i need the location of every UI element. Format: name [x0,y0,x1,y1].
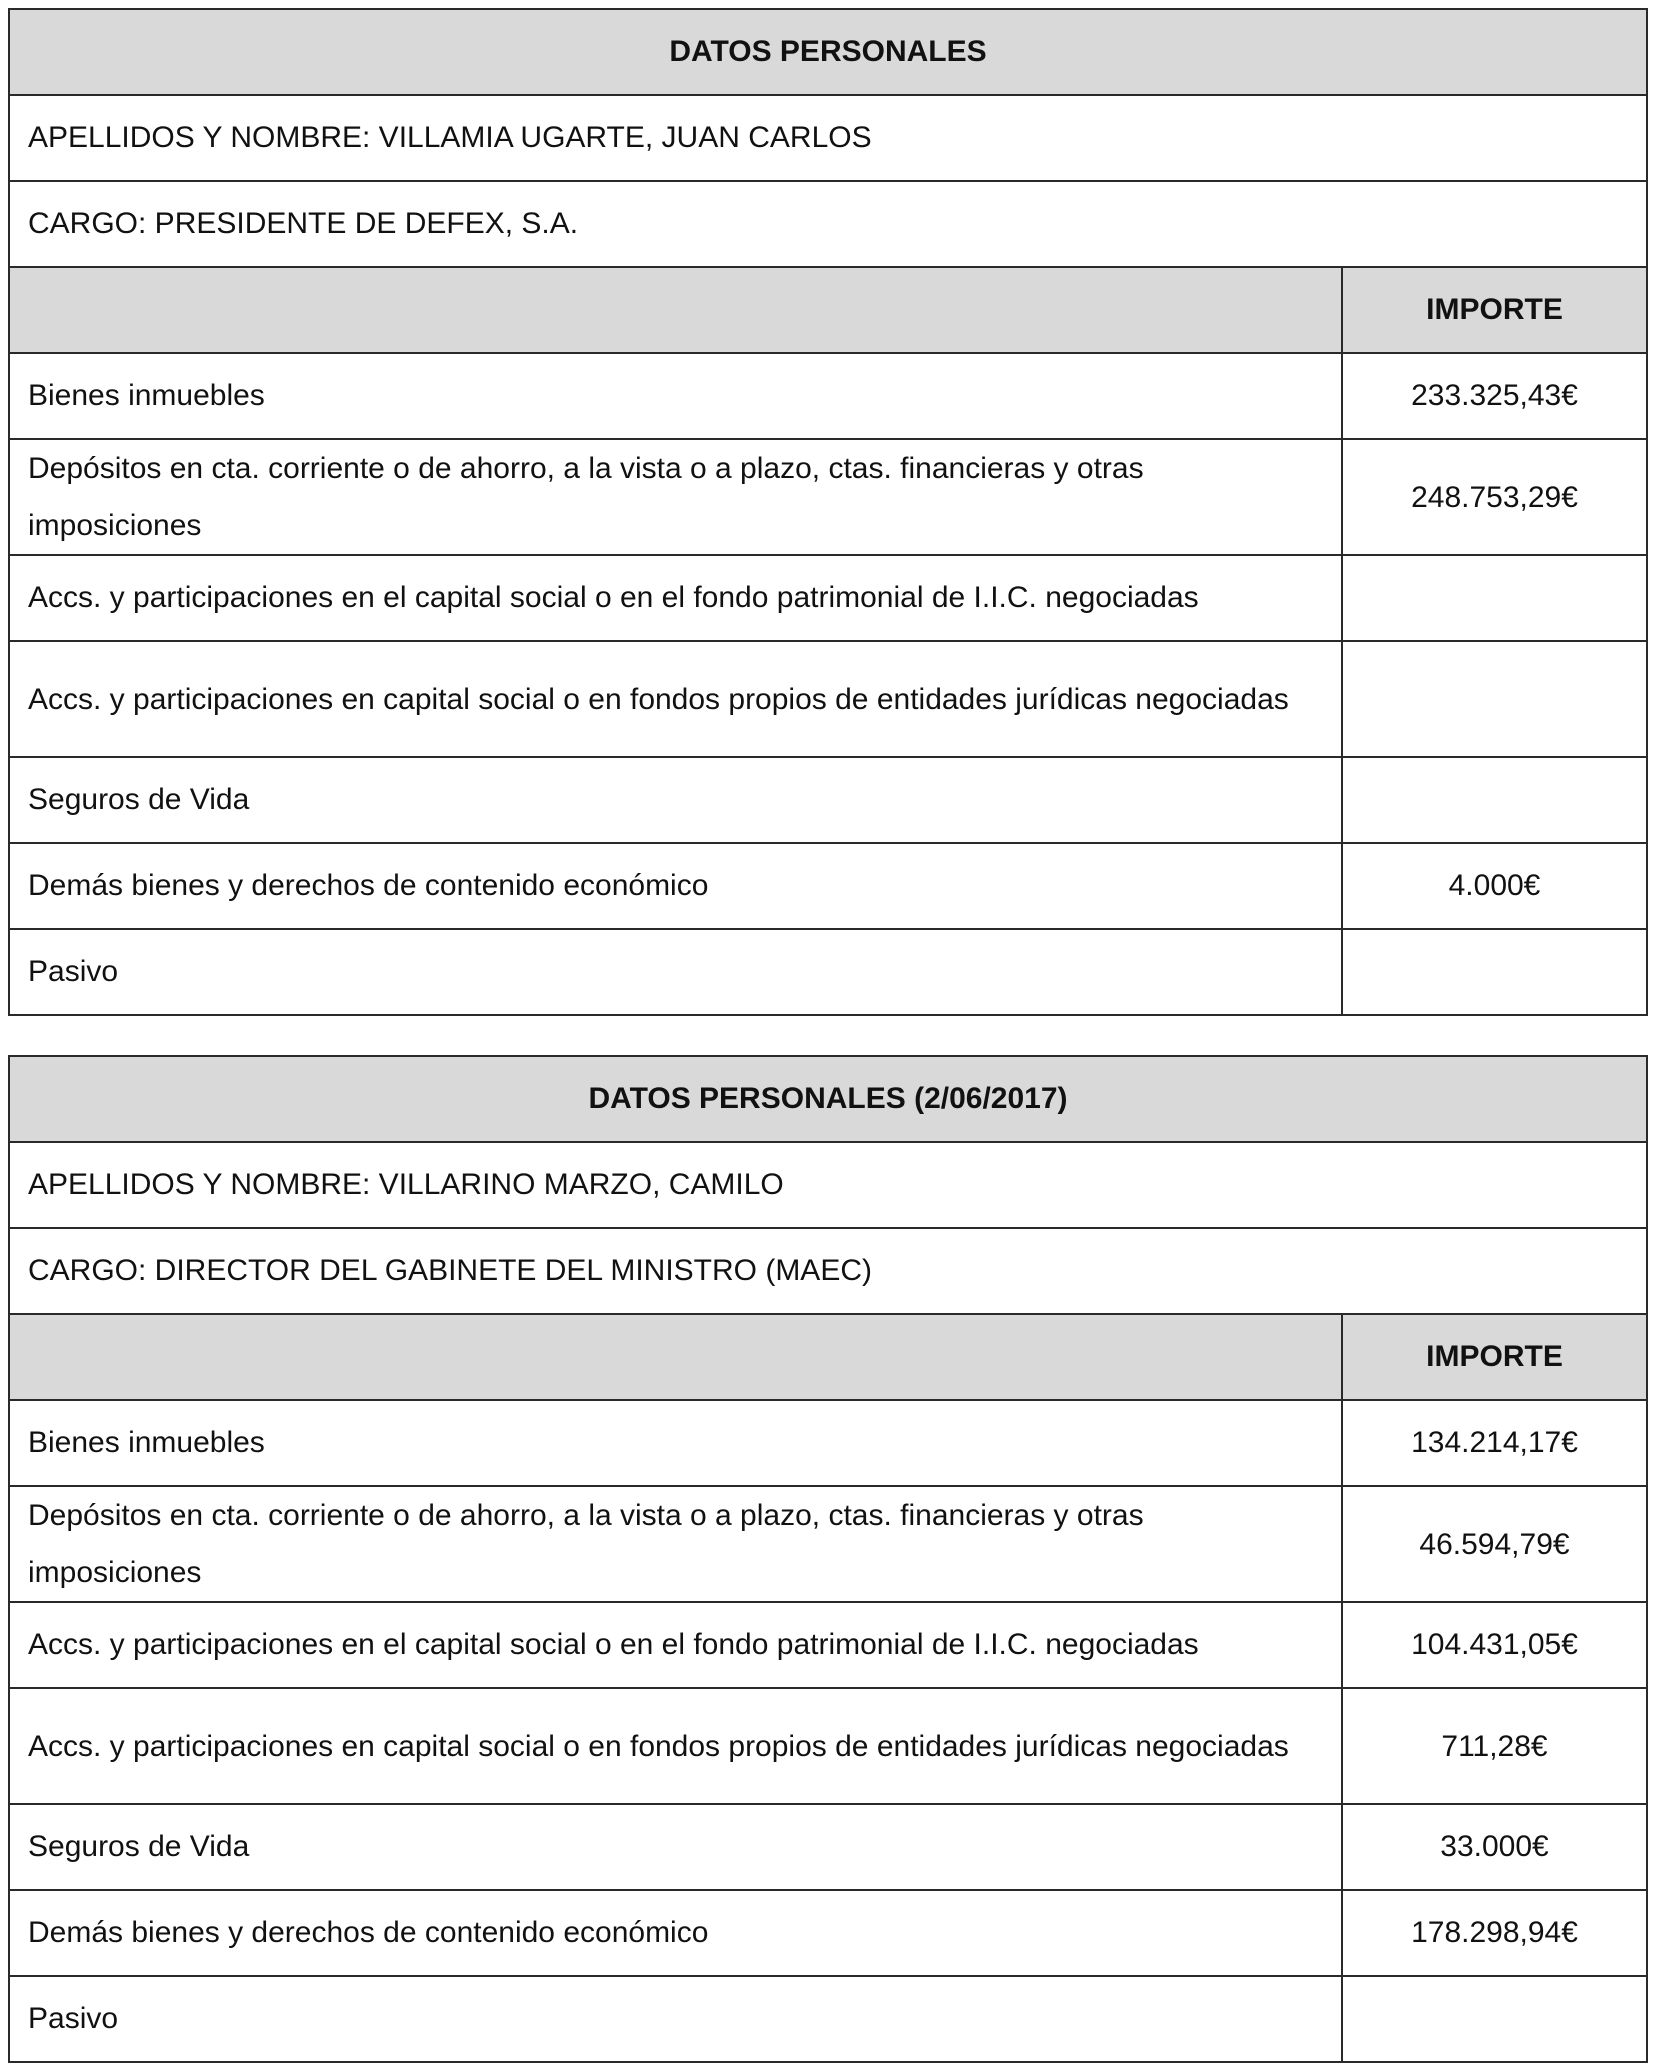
cargo-line: CARGO: DIRECTOR DEL GABINETE DEL MINISTRO (MAEC) [9,1228,1647,1314]
concept-cell: Seguros de Vida [9,757,1342,843]
amount-cell: 711,28€ [1342,1688,1647,1804]
table-row [9,757,1647,843]
table-row [9,1602,1647,1688]
table-row [9,1486,1647,1602]
amount-cell: 134.214,17€ [1342,1400,1647,1486]
concept-cell: Pasivo [9,1976,1342,2062]
table-row [9,641,1647,757]
concept-cell: Seguros de Vida [9,1804,1342,1890]
amount-column-header: IMPORTE [1342,267,1647,353]
column-header-row [9,1314,1647,1400]
amount-cell: 104.431,05€ [1342,1602,1647,1688]
amount-cell: 178.298,94€ [1342,1890,1647,1976]
declaration-table-villarino [8,1055,1648,2063]
cargo-line: CARGO: PRESIDENTE DE DEFEX, S.A. [9,181,1647,267]
table-row [9,1890,1647,1976]
amount-cell [1342,1976,1647,2062]
table-row [9,1688,1647,1804]
table-row [9,1804,1647,1890]
amount-cell: 33.000€ [1342,1804,1647,1890]
concept-cell: Accs. y participaciones en capital social o en fondos propios de entidades jurídicas negociadas [9,1688,1342,1804]
table-header-row [9,1056,1647,1142]
name-line: APELLIDOS Y NOMBRE: VILLAMIA UGARTE, JUAN CARLOS [9,95,1647,181]
concept-cell: Accs. y participaciones en el capital social o en el fondo patrimonial de I.I.C. negociadas [9,555,1342,641]
amount-cell: 233.325,43€ [1342,353,1647,439]
concept-cell: Demás bienes y derechos de contenido económico [9,1890,1342,1976]
concept-cell: Bienes inmuebles [9,1400,1342,1486]
concept-cell: Demás bienes y derechos de contenido económico [9,843,1342,929]
name-row [9,95,1647,181]
amount-cell: 4.000€ [1342,843,1647,929]
amount-cell [1342,757,1647,843]
table-row [9,1976,1647,2062]
amount-cell [1342,555,1647,641]
table-row [9,843,1647,929]
cargo-row [9,181,1647,267]
concept-cell: Bienes inmuebles [9,353,1342,439]
declaration-table-villamia [8,8,1648,1016]
concept-cell: Pasivo [9,929,1342,1015]
concept-column-header [9,267,1342,353]
concept-cell: Depósitos en cta. corriente o de ahorro, a la vista o a plazo, ctas. financieras y otras imposiciones [9,439,1342,555]
concept-cell: Accs. y participaciones en capital social o en fondos propios de entidades jurídicas negociadas [9,641,1342,757]
table-row [9,929,1647,1015]
amount-cell [1342,929,1647,1015]
table-row [9,353,1647,439]
concept-cell: Depósitos en cta. corriente o de ahorro, a la vista o a plazo, ctas. financieras y otras imposiciones [9,1486,1342,1602]
amount-cell: 46.594,79€ [1342,1486,1647,1602]
concept-cell: Accs. y participaciones en el capital social o en el fondo patrimonial de I.I.C. negociadas [9,1602,1342,1688]
table-title: DATOS PERSONALES [9,9,1647,95]
cargo-row [9,1228,1647,1314]
amount-cell [1342,641,1647,757]
table-row [9,555,1647,641]
table-row [9,1400,1647,1486]
table-header-row [9,9,1647,95]
name-row [9,1142,1647,1228]
amount-column-header: IMPORTE [1342,1314,1647,1400]
column-header-row [9,267,1647,353]
table-row [9,439,1647,555]
amount-cell: 248.753,29€ [1342,439,1647,555]
table-title: DATOS PERSONALES (2/06/2017) [9,1056,1647,1142]
concept-column-header [9,1314,1342,1400]
name-line: APELLIDOS Y NOMBRE: VILLARINO MARZO, CAMILO [9,1142,1647,1228]
